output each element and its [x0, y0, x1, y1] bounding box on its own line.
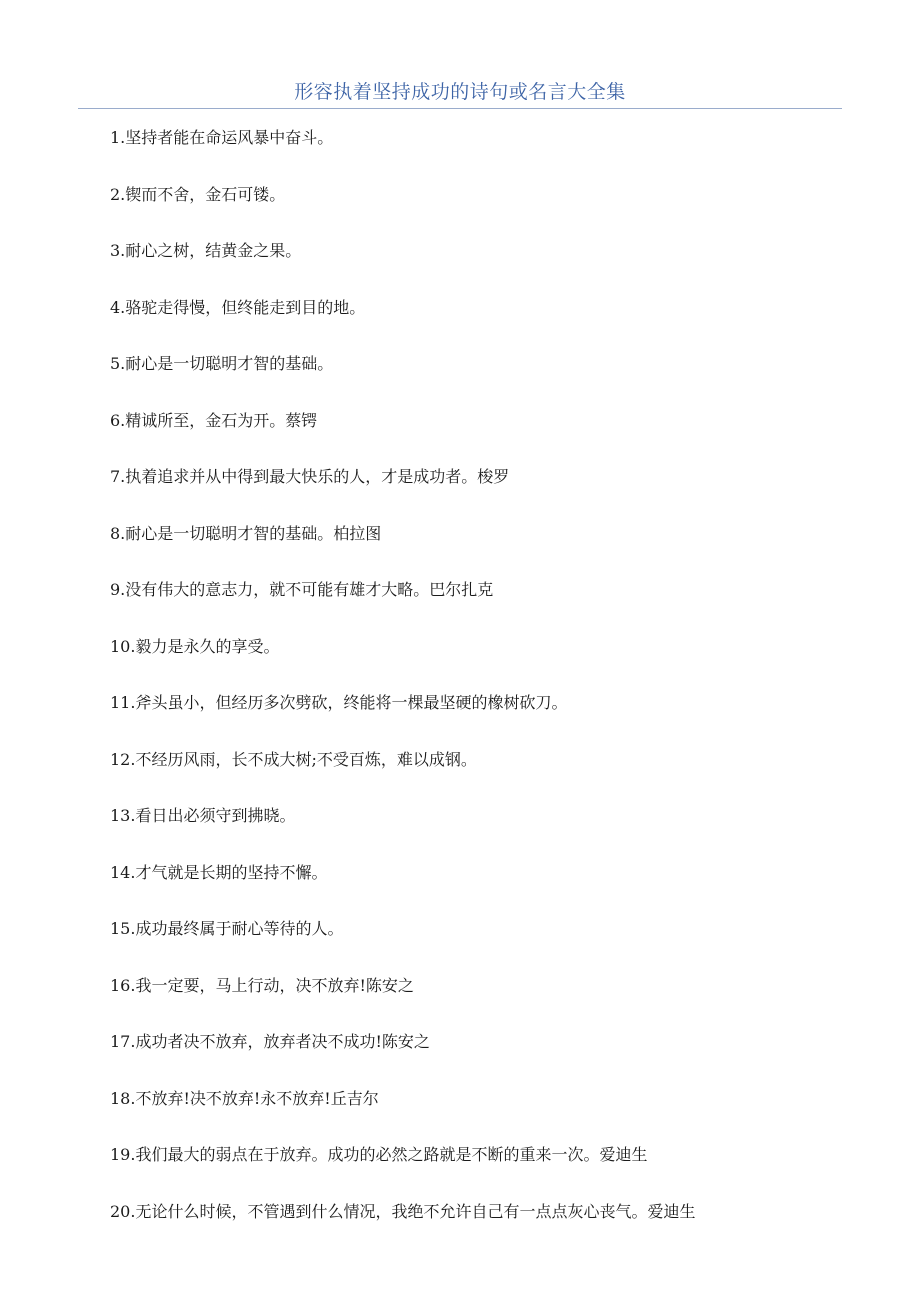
list-item: 19.我们最大的弱点在于放弃。成功的必然之路就是不断的重来一次。爱迪生	[110, 1145, 648, 1164]
list-item: 16.我一定要，马上行动，决不放弃!陈安之	[110, 975, 414, 995]
list-item: 18.不放弃!决不放弃!永不放弃!丘吉尔	[110, 1088, 379, 1108]
list-item: 11.斧头虽小，但经历多次劈砍，终能将一棵最坚硬的橡树砍刀。	[110, 693, 568, 712]
list-item: 4.骆驼走得慢，但终能走到目的地。	[110, 297, 366, 317]
list-item: 7.执着追求并从中得到最大快乐的人，才是成功者。梭罗	[110, 467, 510, 486]
list-item: 17.成功者决不放弃，放弃者决不成功!陈安之	[110, 1032, 430, 1051]
list-item: 6.精诚所至，金石为开。蔡锷	[110, 410, 318, 430]
list-item: 2.锲而不舍，金石可镂。	[110, 184, 286, 204]
list-item: 12.不经历风雨，长不成大树;不受百炼，难以成钢。	[110, 749, 477, 769]
list-item: 13.看日出必须守到拂晓。	[110, 806, 296, 825]
list-item: 10.毅力是永久的享受。	[110, 636, 280, 656]
list-item: 3.耐心之树，结黄金之果。	[110, 241, 302, 260]
list-item: 5.耐心是一切聪明才智的基础。	[110, 354, 334, 373]
quote-list	[110, 127, 850, 1257]
document-header	[78, 76, 842, 109]
list-item: 9.没有伟大的意志力，就不可能有雄才大略。巴尔扎克	[110, 580, 494, 599]
list-item: 20.无论什么时候，不管遇到什么情况，我绝不允许自己有一点点灰心丧气。爱迪生	[110, 1201, 696, 1221]
list-item: 8.耐心是一切聪明才智的基础。柏拉图	[110, 523, 382, 543]
list-item: 1.坚持者能在命运风暴中奋斗。	[110, 128, 334, 147]
list-item: 15.成功最终属于耐心等待的人。	[110, 919, 344, 938]
page-title: 形容执着坚持成功的诗句或名言大全集	[294, 81, 626, 103]
list-item: 14.才气就是长期的坚持不懈。	[110, 862, 328, 882]
